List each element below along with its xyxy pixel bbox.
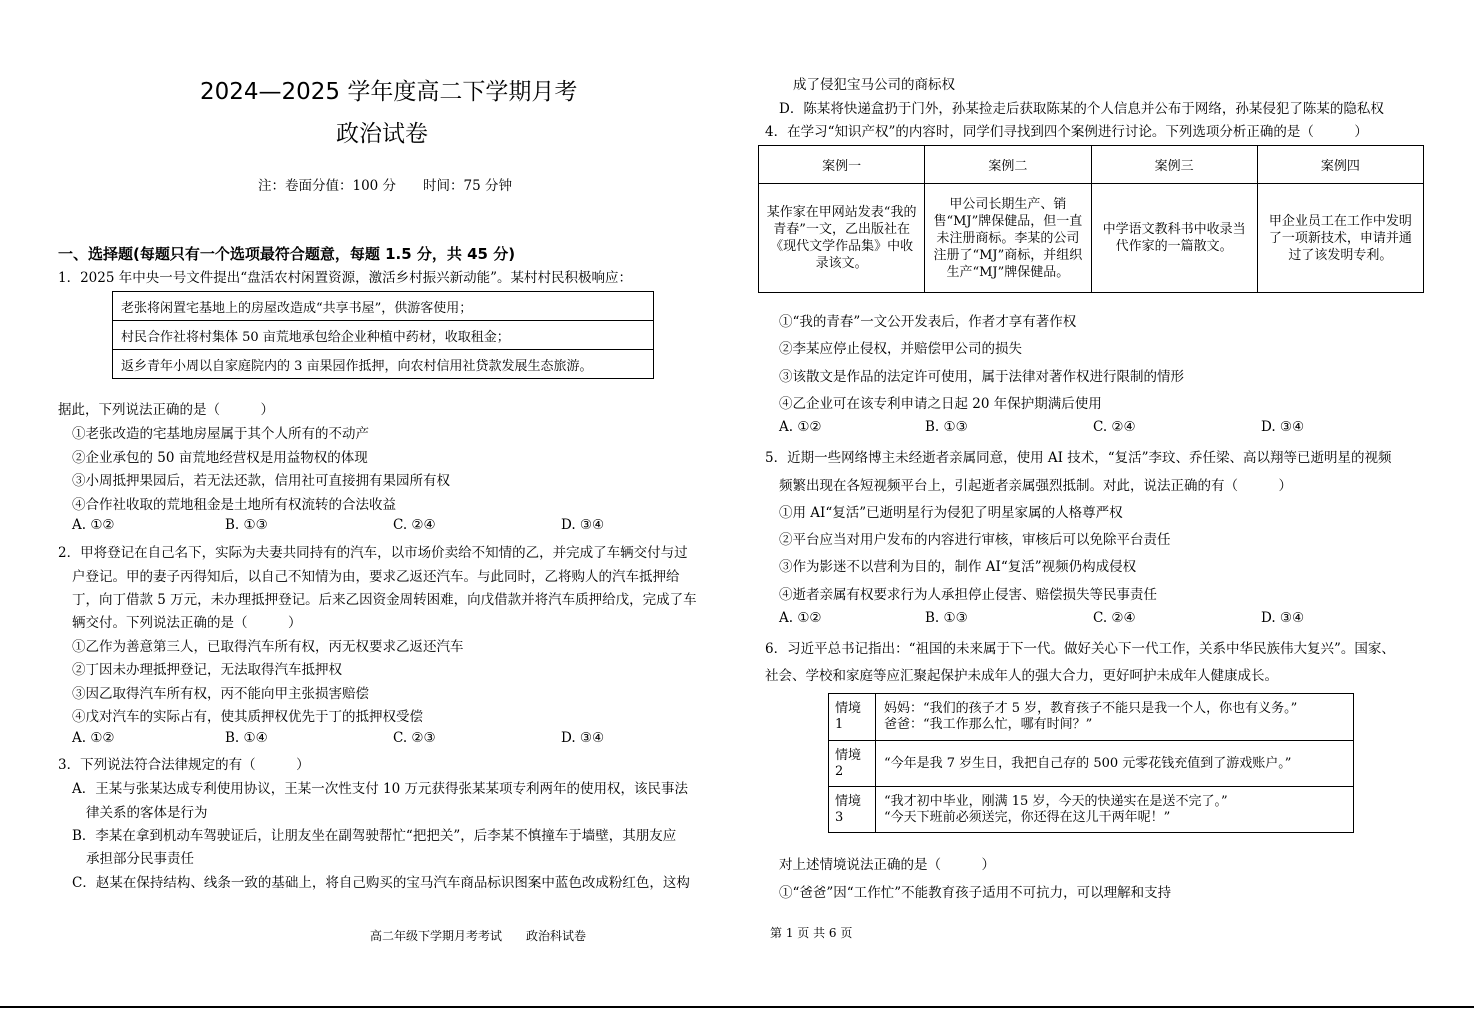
case-header: 案例二 bbox=[925, 146, 1091, 184]
q2-item: ④戊对汽车的实际占有，使其质押权优先于丁的抵押权受偿 bbox=[72, 709, 423, 725]
q4-option-a[interactable]: A. ①② bbox=[779, 419, 822, 435]
q3-option-c-cont: 成了侵犯宝马公司的商标权 bbox=[793, 77, 955, 93]
q5-item: ④逝者亲属有权要求行为人承担停止侵害、赔偿损失等民事责任 bbox=[779, 587, 1157, 603]
q5-line: 频繁出现在各短视频平台上，引起逝者亲属强烈抵制。对此，说法正确的有（ ） bbox=[779, 478, 1292, 494]
page-number: 第 1 页 共 6 页 bbox=[770, 926, 853, 940]
exam-note: 注：卷面分值：100 分 时间：75 分钟 bbox=[258, 178, 513, 194]
q1-item: ④合作社收取的荒地租金是土地所有权流转的合法收益 bbox=[72, 497, 396, 513]
q3-option-b-cont: 承担部分民事责任 bbox=[86, 851, 194, 867]
section-heading: 一、选择题(每题只有一个选项最符合题意，每题 1.5 分，共 45 分) bbox=[58, 245, 516, 263]
case-cell: 某作家在甲网站发表“我的青春”一文，乙出版社在《现代文学作品集》中收录该文。 bbox=[759, 184, 925, 293]
q2-line: 2．甲将登记在自己名下，实际为夫妻共同持有的汽车，以市场价卖给不知情的乙，并完成了车辆交付与过 bbox=[58, 545, 688, 561]
q1-box-line: 村民合作社将村集体 50 亩荒地承包给企业种植中药材，收取租金； bbox=[113, 321, 654, 350]
q6-item: ①“爸爸”因“工作忙”不能教育孩子适用不可抗力，可以理解和支持 bbox=[779, 885, 1172, 901]
q3-option-d[interactable]: D．陈某将快递盒扔于门外，孙某捡走后获取陈某的个人信息并公布于网络，孙某侵犯了陈某的隐私权 bbox=[779, 101, 1384, 117]
situation-text: 妈妈：“我们的孩子才 5 岁，教育孩子不能只是我一个人，你也有义务。” 爸爸：“我工作那么忙，哪有时间？” bbox=[876, 694, 1354, 741]
q2-line: 丁，向丁借款 5 万元，未办理抵押登记。后来乙因资金周转困难，向戊借款并将汽车质押给戊，完成了车 bbox=[72, 592, 697, 608]
q3-option-a-cont: 律关系的客体是行为 bbox=[86, 805, 208, 821]
q6-situation-table bbox=[828, 693, 1354, 833]
q5-item: ②平台应当对用户发布的内容进行审核，审核后可以免除平台责任 bbox=[779, 532, 1171, 548]
footer-left: 高二年级下学期月考考试 政治科试卷 bbox=[370, 929, 587, 943]
situation-label: 情境 1 bbox=[829, 694, 876, 741]
q2-option-d[interactable]: D. ③④ bbox=[561, 730, 605, 746]
q1-item: ①老张改造的宅基地房屋属于其个人所有的不动产 bbox=[72, 426, 369, 442]
q6-line: 社会、学校和家庭等应汇聚起保护未成年人的强大合力，更好呵护未成年人健康成长。 bbox=[765, 668, 1278, 684]
q4-item: ③该散文是作品的法定许可使用，属于法律对著作权进行限制的情形 bbox=[779, 369, 1184, 385]
q1-option-b[interactable]: B. ①③ bbox=[225, 517, 268, 533]
q1-option-d[interactable]: D. ③④ bbox=[561, 517, 605, 533]
q5-item: ①用 AI“复活”已逝明星行为侵犯了明星家属的人格尊严权 bbox=[779, 505, 1123, 521]
case-cell: 甲企业员工在工作中发明了一项新技术，申请并通过了该发明专利。 bbox=[1257, 184, 1423, 293]
q6-prompt: 对上述情境说法正确的是（ ） bbox=[779, 857, 995, 873]
situation-label: 情境 2 bbox=[829, 741, 876, 787]
case-header: 案例四 bbox=[1257, 146, 1423, 184]
case-header: 案例三 bbox=[1091, 146, 1257, 184]
q4-item: ④乙企业可在该专利申请之日起 20 年保护期满后使用 bbox=[779, 396, 1102, 412]
case-cell: 甲公司长期生产、销售“MJ”牌保健品，但一直未注册商标。李某的公司注册了“MJ”商标，并组织生产“MJ”牌保健品。 bbox=[925, 184, 1091, 293]
q5-line: 5．近期一些网络博主未经逝者亲属同意，使用 AI 技术，“复活”李玟、乔任梁、高以翔等已逝明星的视频 bbox=[765, 450, 1392, 466]
situation-label: 情境 3 bbox=[829, 787, 876, 833]
q3-option-a[interactable]: A．王某与张某达成专利使用协议，王某一次性支付 10 万元获得张某某项专利两年的使用权，该民事法 bbox=[72, 781, 689, 797]
exam-subtitle: 政治试卷 bbox=[336, 121, 428, 147]
q1-box-line: 返乡青年小周以自家庭院内的 3 亩果园作抵押，向农村信用社贷款发展生态旅游。 bbox=[113, 350, 654, 379]
q4-stem: 4．在学习“知识产权”的内容时，同学们寻找到四个案例进行讨论。下列选项分析正确的是（ ） bbox=[765, 124, 1368, 140]
q4-item: ②李某应停止侵权，并赔偿甲公司的损失 bbox=[779, 341, 1022, 357]
q4-option-d[interactable]: D. ③④ bbox=[1261, 419, 1305, 435]
q4-option-b[interactable]: B. ①③ bbox=[925, 419, 968, 435]
q1-option-c[interactable]: C. ②④ bbox=[393, 517, 436, 533]
q5-option-b[interactable]: B. ①③ bbox=[925, 610, 968, 626]
bottom-border-line bbox=[0, 1006, 1474, 1008]
q2-option-c[interactable]: C. ②③ bbox=[393, 730, 436, 746]
q5-option-a[interactable]: A. ①② bbox=[779, 610, 822, 626]
q4-option-c[interactable]: C. ②④ bbox=[1093, 419, 1136, 435]
q2-item: ①乙作为善意第三人，已取得汽车所有权，丙无权要求乙返还汽车 bbox=[72, 639, 464, 655]
q2-option-b[interactable]: B. ①④ bbox=[225, 730, 268, 746]
q4-item: ①“我的青春”一文公开发表后，作者才享有著作权 bbox=[779, 314, 1077, 330]
q1-box-line: 老张将闲置宅基地上的房屋改造成“共享书屋”，供游客使用； bbox=[113, 292, 654, 321]
exam-title: 2024—2025 学年度高二下学期月考 bbox=[200, 79, 578, 105]
q4-case-table bbox=[758, 145, 1424, 293]
q2-option-a[interactable]: A. ①② bbox=[72, 730, 115, 746]
q2-item: ②丁因未办理抵押登记，无法取得汽车抵押权 bbox=[72, 662, 342, 678]
q6-line: 6．习近平总书记指出：“祖国的未来属于下一代。做好关心下一代工作，关系中华民族伟大复兴”。国家、 bbox=[765, 641, 1395, 657]
q1-item: ③小周抵押果园后，若无法还款，信用社可直接拥有果园所有权 bbox=[72, 473, 450, 489]
q3-stem: 3．下列说法符合法律规定的有（ ） bbox=[58, 757, 310, 773]
situation-text: “我才初中毕业，刚满 15 岁，今天的快递实在是送不完了。” “今天下班前必须送完，你还得在这儿干两年呢！” bbox=[876, 787, 1354, 833]
case-header: 案例一 bbox=[759, 146, 925, 184]
q5-item: ③作为影迷不以营利为目的，制作 AI“复活”视频仍构成侵权 bbox=[779, 559, 1137, 575]
q1-item: ②企业承包的 50 亩荒地经营权是用益物权的体现 bbox=[72, 450, 368, 466]
q5-option-d[interactable]: D. ③④ bbox=[1261, 610, 1305, 626]
q3-option-b[interactable]: B．李某在拿到机动车驾驶证后，让朋友坐在副驾驶帮忙“把把关”，后李某不慎撞车于墙壁，其朋友应 bbox=[72, 828, 677, 844]
q1-stem: 1．2025 年中央一号文件提出“盘活农村闲置资源，激活乡村振兴新动能”。某村村民积极响应： bbox=[58, 270, 633, 286]
q1-option-a[interactable]: A. ①② bbox=[72, 517, 115, 533]
situation-text: “今年是我 7 岁生日，我把自己存的 500 元零花钱充值到了游戏账户。” bbox=[876, 741, 1354, 787]
q2-line: 辆交付。下列说法正确的是（ ） bbox=[72, 615, 302, 631]
q2-item: ③因乙取得汽车所有权，丙不能向甲主张损害赔偿 bbox=[72, 686, 369, 702]
q2-line: 户登记。甲的妻子丙得知后，以自己不知情为由，要求乙返还汽车。与此同时，乙将购人的汽车抵押给 bbox=[72, 569, 680, 585]
q3-option-c[interactable]: C．赵某在保持结构、线条一致的基础上，将自己购买的宝马汽车商品标识图案中蓝色改成粉红色，这构 bbox=[72, 875, 690, 891]
q1-box bbox=[112, 291, 654, 379]
q5-option-c[interactable]: C. ②④ bbox=[1093, 610, 1136, 626]
case-cell: 中学语文教科书中收录当代作家的一篇散文。 bbox=[1091, 184, 1257, 293]
q1-prompt: 据此，下列说法正确的是（ ） bbox=[58, 402, 274, 418]
